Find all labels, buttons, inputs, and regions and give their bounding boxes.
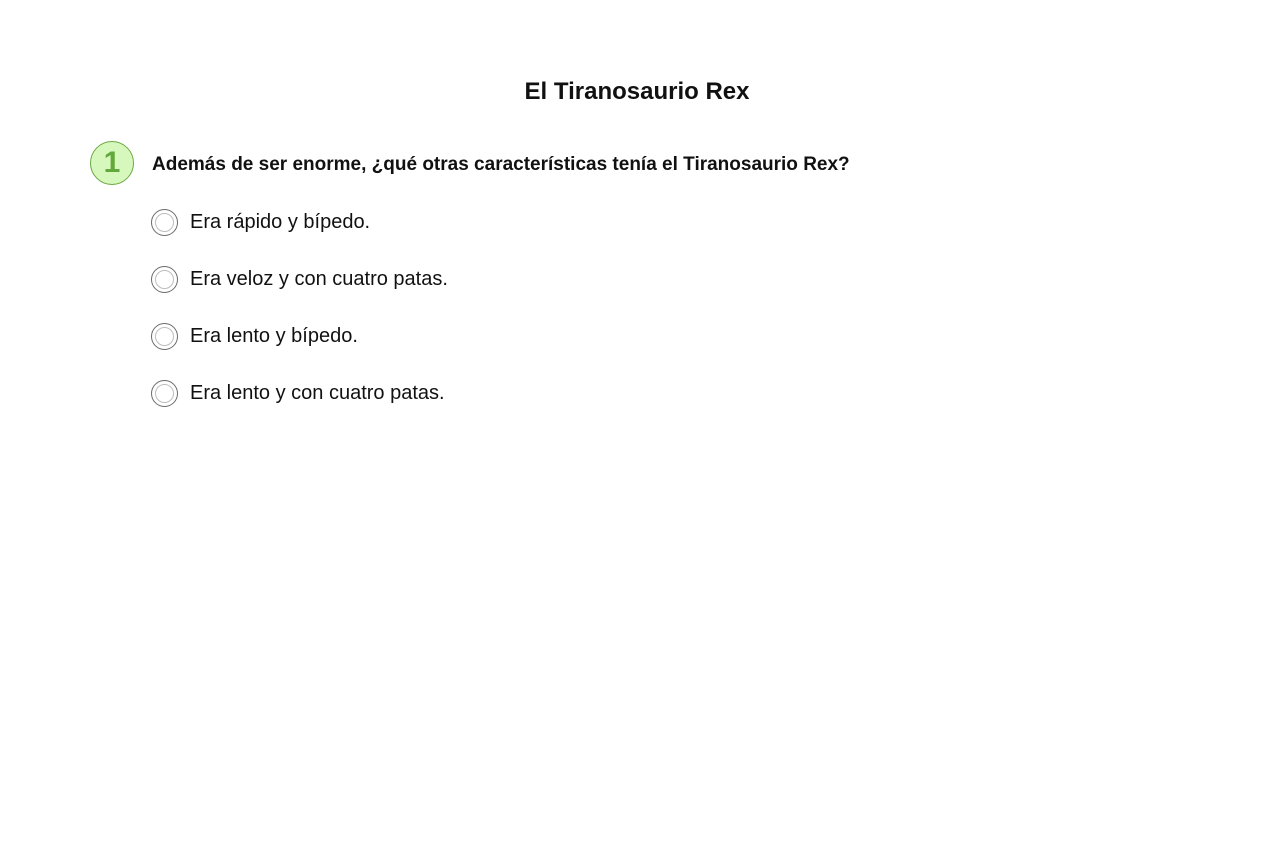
radio-inner-ring-icon bbox=[155, 327, 174, 346]
radio-button-3[interactable] bbox=[151, 323, 178, 350]
radio-button-4[interactable] bbox=[151, 380, 178, 407]
answer-option-label[interactable]: Era lento y con cuatro patas. bbox=[190, 382, 445, 404]
answer-option-2[interactable] bbox=[151, 265, 448, 293]
answer-options bbox=[151, 208, 448, 436]
answer-option-1[interactable] bbox=[151, 208, 448, 236]
radio-inner-ring-icon bbox=[155, 384, 174, 403]
answer-option-3[interactable] bbox=[151, 322, 448, 350]
radio-button-2[interactable] bbox=[151, 266, 178, 293]
radio-button-1[interactable] bbox=[151, 209, 178, 236]
answer-option-4[interactable] bbox=[151, 379, 448, 407]
page-title: El Tiranosaurio Rex bbox=[524, 78, 750, 105]
question-number-badge: 1 bbox=[90, 141, 134, 185]
question-text: Además de ser enorme, ¿qué otras características tenía el Tiranosaurio Rex? bbox=[152, 154, 850, 175]
answer-option-label[interactable]: Era rápido y bípedo. bbox=[190, 211, 371, 233]
radio-inner-ring-icon bbox=[155, 213, 174, 232]
answer-option-label[interactable]: Era lento y bípedo. bbox=[190, 325, 358, 347]
answer-option-label[interactable]: Era veloz y con cuatro patas. bbox=[190, 268, 448, 290]
radio-inner-ring-icon bbox=[155, 270, 174, 289]
